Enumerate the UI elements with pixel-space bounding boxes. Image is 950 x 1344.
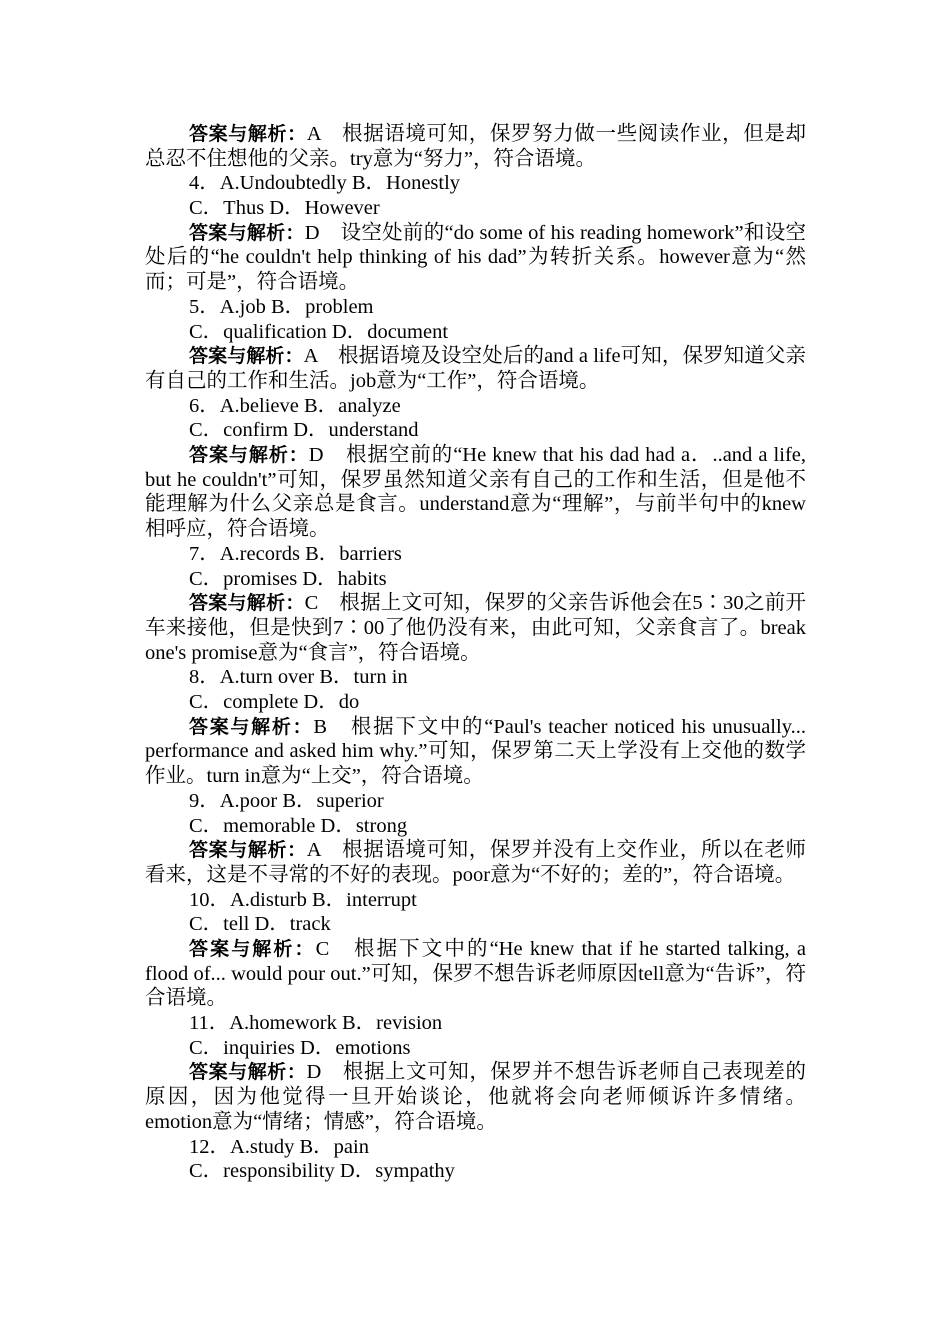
answer-label: 答案与解析： bbox=[189, 123, 307, 145]
answer-explanation bbox=[145, 715, 806, 789]
answer-label: 答案与解析： bbox=[189, 221, 305, 244]
answer-explanation bbox=[145, 937, 806, 1011]
question-option-line: C．confirm D．understand bbox=[189, 419, 419, 442]
question-option-line: 9．A.poor B．superior bbox=[189, 789, 384, 812]
question-option-line: 6．A.believe B．analyze bbox=[189, 394, 401, 417]
question-option-line: C．tell D．track bbox=[189, 913, 331, 936]
question-option-line: C．memorable D．strong bbox=[189, 814, 408, 837]
question-option-line: 8．A.turn over B．turn in bbox=[189, 666, 408, 689]
answer-explanation bbox=[145, 443, 806, 542]
answer-text: A 根据语境可知，保罗并没有上交作业，所以在老师看来，这是不寻常的不好的表现。poor意为“不好的；差的”，符合语境。 bbox=[145, 839, 806, 886]
answer-text: D 根据上文可知，保罗并不想告诉老师自己表现差的原因，因为他觉得一旦开始谈论，他就将会向老师倾诉许多情绪。emotion意为“情绪；情感”，符合语境。 bbox=[145, 1061, 806, 1133]
question-option-line: C．complete D．do bbox=[189, 691, 360, 714]
question-option-line: 11．A.homework B．revision bbox=[189, 1012, 443, 1035]
answer-text: D 设空处前的“do some of his reading homework”和设空处后的“he couldn't help thinking of his dad”为转折关系。however意为“然而；可是”，符合语境。 bbox=[145, 221, 806, 294]
answer-label: 答案与解析： bbox=[189, 937, 316, 960]
question-option-line: 5．A.job B．problem bbox=[189, 295, 374, 318]
answer-text: C 根据上文可知，保罗的父亲告诉他会在5∶30之前开车来接他，但是快到7∶00了他仍没有来，由此可知，父亲食言了。break one's promise意为“食言”，符合语境。 bbox=[145, 592, 806, 664]
answer-text: B 根据下文中的“Paul's teacher noticed his unusually... performance and asked him why.”可知，保罗第二天上学没有上交他的数学作业。turn in意为“上交”，符合语境。 bbox=[145, 715, 806, 788]
question-option-line: C．responsibility D．sympathy bbox=[189, 1160, 455, 1183]
question-option-line: 7．A.records B．barriers bbox=[189, 542, 402, 565]
answer-explanation bbox=[145, 591, 806, 665]
answer-explanation bbox=[145, 1060, 806, 1134]
answer-label: 答案与解析： bbox=[189, 715, 314, 738]
answer-label: 答案与解析： bbox=[189, 345, 304, 368]
answer-text: A 根据语境可知，保罗努力做一些阅读作业，但是却总忍不住想他的父亲。try意为“努力”，符合语境。 bbox=[145, 123, 806, 170]
question-option-line: C．inquiries D．emotions bbox=[189, 1036, 411, 1059]
answer-explanation bbox=[145, 838, 806, 887]
question-option-line: 12．A.study B．pain bbox=[189, 1135, 369, 1158]
answer-label: 答案与解析： bbox=[189, 839, 307, 862]
answer-label: 答案与解析： bbox=[189, 1061, 307, 1084]
question-option-line: C．Thus D．However bbox=[189, 197, 380, 220]
answer-label: 答案与解析： bbox=[189, 592, 305, 615]
answer-label: 答案与解析： bbox=[189, 444, 309, 467]
question-option-line: C．promises D．habits bbox=[189, 567, 387, 590]
answer-text: C 根据下文中的“He knew that if he started talking, a flood of... would pour out.”可知，保罗不想告诉老师原因tell意为“告诉”，符合语境。 bbox=[145, 937, 806, 1010]
question-option-line: C．qualification D．document bbox=[189, 320, 449, 343]
answer-explanation bbox=[145, 344, 806, 393]
answer-text: D 根据空前的“He knew that his dad had a．..and a life, but he couldn't”可知，保罗虽然知道父亲有自己的工作和生活，但是他不能理解为什么父亲总是食言。understand意为“理解”，与前半句中的knew相呼应，符合语境。 bbox=[145, 444, 806, 541]
answer-explanation bbox=[145, 221, 806, 295]
question-option-line: 10．A.disturb B．interrupt bbox=[189, 888, 417, 911]
answer-explanation bbox=[145, 122, 806, 171]
answer-text: A 根据语境及设空处后的and a life可知，保罗知道父亲有自己的工作和生活。job意为“工作”，符合语境。 bbox=[145, 345, 806, 392]
document-page bbox=[145, 122, 806, 1184]
question-option-line: 4．A.Undoubtedly B．Honestly bbox=[189, 172, 461, 195]
